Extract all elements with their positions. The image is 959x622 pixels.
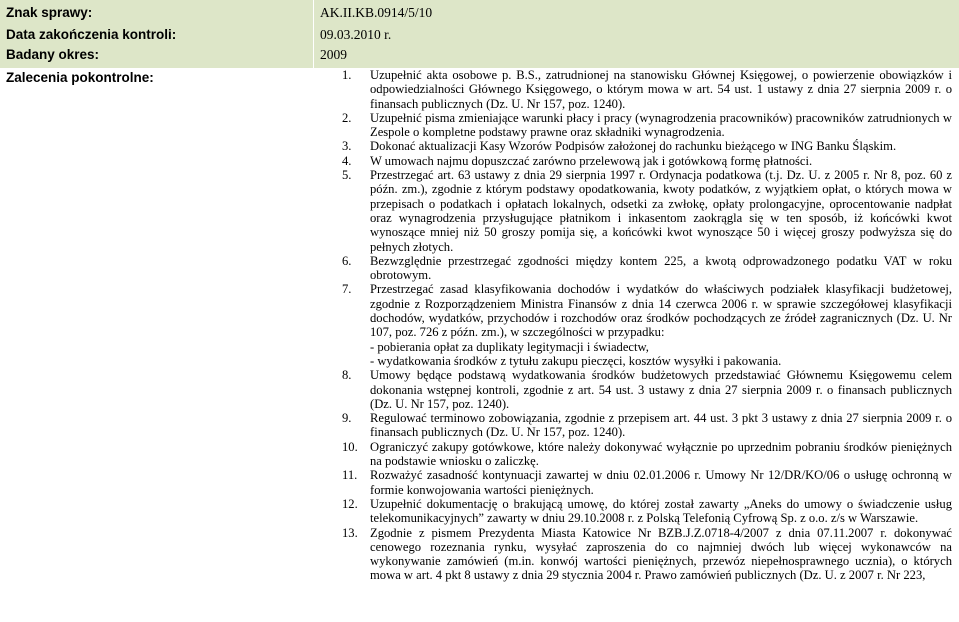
recommendation-item [342, 354, 952, 368]
recommendation-text: - pobierania opłat za duplikaty legitymacji i świadectw, [370, 339, 649, 354]
recommendation-number: 1. [342, 68, 352, 82]
column-divider [313, 0, 314, 68]
recommendation-text: Regulować terminowo zobowiązania, zgodnie z przepisem art. 44 ust. 3 pkt 3 ustawy z dnia 27 sierpnia 2009 r. o finansach publicznych (Dz. U. Nr 157, poz. 1240). [370, 411, 952, 440]
recommendation-item [342, 440, 952, 469]
recommendation-number: 5. [342, 168, 352, 183]
recommendation-number: 3. [342, 139, 352, 154]
recommendation-number: 12. [342, 496, 358, 511]
recommendation-item [342, 68, 952, 111]
recommendation-item [342, 368, 952, 411]
recommendation-text: Zgodnie z pismem Prezydenta Miasta Katowice Nr BZB.J.Z.0718-4/2007 z dnia 07.11.2007 r. dokonywać cenowego rozeznania rynku, wysyłać zaproszenia do co najmniej dwóch lub więcej wykonawców na wykonywanie zamówień (m.in. konwój wartości pieniężnych, przewóz niepełnosprawnego ucznia), o których mowa w art. 4 pkt 8 ustawy z dnia 29 stycznia 2004 r. Prawo zamówień publicznych (Dz. U. z 2007 r. Nr 223, [370, 525, 952, 583]
recommendation-item [342, 282, 952, 339]
recommendation-item [342, 340, 952, 354]
case-number-label: Znak sprawy: [6, 5, 93, 20]
recommendation-text: W umowach najmu dopuszczać zarówno przelewową jak i gotówkową formę płatności. [370, 153, 813, 168]
recommendation-item [342, 139, 952, 153]
case-number-value: AK.II.KB.0914/5/10 [320, 5, 433, 20]
recommendation-number: 7. [342, 282, 352, 297]
audit-period-value: 2009 [320, 47, 347, 62]
recommendation-text: Dokonać aktualizacji Kasy Wzorów Podpisów założonej do rachunku bieżącego w ING Banku Śląskim. [370, 139, 897, 154]
recommendation-item [342, 111, 952, 140]
recommendation-text: Ograniczyć zakupy gotówkowe, które należy dokonywać wyłącznie po uprzednim pobraniu środków pieniężnych na podstawie wniosku o zaliczkę. [370, 439, 952, 469]
recommendation-text: Uzupełnić akta osobowe p. B.S., zatrudnionej na stanowisku Głównej Księgowej, o powierzenie obowiązków i odpowiedzialności Głównego Księgowego, o którym mowa w art. 54 ust. 1 ustawy z dnia 27 sierpnia 2009 r. o finansach publicznych (Dz. U. Nr 157, poz. 1240). [370, 68, 952, 111]
recommendation-text: Przestrzegać art. 63 ustawy z dnia 29 sierpnia 1997 r. Ordynacja podatkowa (t.j. Dz. U. z 2005 r. Nr 8, poz. 60 z późn. zm.), zgodnie z którym podstawy opodatkowania, kwoty podatków, z wyjątkiem opłat, o których mowa w przepisach o podatkach i opłatach lokalnych, odsetki za zwłokę, opłaty prolongacyjne, oprocentowanie nadpłat oraz wynagrodzenia przysługujące płatnikom i inkasentom zaokrągla się w ten sposób, iż końcówki kwot wynoszące mniej niż 50 groszy pomija się, a końcówki kwot wynoszące 50 i więcej groszy podwyższa się do pełnych złotych. [370, 168, 952, 254]
recommendation-number: 11. [342, 468, 358, 483]
inspection-end-date-label: Data zakończenia kontroli: [6, 27, 177, 42]
recommendation-text: Bezwzględnie przestrzegać zgodności między kontem 225, a kwotą odprowadzonego podatku VAT w roku obrotowym. [370, 253, 952, 283]
recommendation-item [342, 168, 952, 254]
recommendation-item [342, 154, 952, 168]
recommendation-text: Przestrzegać zasad klasyfikowania dochodów i wydatków do właściwych podziałek klasyfikacji budżetowej, zgodnie z Rozporządzeniem Ministra Finansów z dnia 14 czerwca 2006 r. w sprawie szczegółowej klasyfikacji dochodów, wydatków, przychodów i rozchodów oraz środków pochodzących ze źródeł zagranicznych (Dz. U. Nr 107, poz. 726 z późn. zm.), w szczególności w przypadku: [370, 282, 952, 340]
recommendation-number: 10. [342, 439, 358, 454]
recommendation-item [342, 497, 952, 526]
recommendation-number: 6. [342, 253, 352, 268]
recommendation-number: 13. [342, 525, 358, 540]
recommendation-number: 8. [342, 368, 352, 383]
recommendation-text: - wydatkowania środków z tytułu zakupu pieczęci, kosztów wysyłki i pakowania. [370, 353, 782, 368]
recommendation-text: Rozważyć zasadność kontynuacji zawartej w dniu 02.01.2006 r. Umowy Nr 12/DR/KO/06 o usługę ochronną w formie konwojowania wartości pieniężnych. [370, 468, 952, 497]
recommendation-text: Uzupełnić dokumentację o brakującą umowę, do której został zawarty „Aneks do umowy o świadczenie usług telekomunikacyjnych” zawarty w dniu 29.10.2008 r. z Polską Telefonią Cyfrową Sp. z o.o. z/s w Warszawie. [370, 496, 952, 526]
audit-period-label: Badany okres: [6, 47, 100, 62]
recommendation-item [342, 411, 952, 440]
recommendation-item [342, 254, 952, 283]
recommendations-label: Zalecenia pokontrolne: [6, 70, 154, 85]
recommendation-number: 9. [342, 411, 352, 426]
recommendation-item [342, 468, 952, 497]
inspection-end-date-value: 09.03.2010 r. [320, 27, 392, 42]
recommendation-number: 2. [342, 110, 352, 125]
recommendations-list [342, 68, 952, 583]
recommendation-text: Uzupełnić pisma zmieniające warunki płacy i pracy (wynagrodzenia pracowników) pracowników zatrudnionych w Zespole o kompletne podstawy prawne oraz składniki wynagrodzenia. [370, 110, 952, 140]
recommendation-text: Umowy będące podstawą wydatkowania środków budżetowych przedstawiać Głównemu Księgowemu celem dokonania wstępnej kontroli, zgodnie z art. 54 ust. 3 ustawy z dnia 27 sierpnia 2009 r. o finansach publicznych (Dz. U. Nr 157, poz. 1240). [370, 368, 952, 411]
recommendation-number: 4. [342, 153, 352, 168]
recommendation-item [342, 526, 952, 583]
